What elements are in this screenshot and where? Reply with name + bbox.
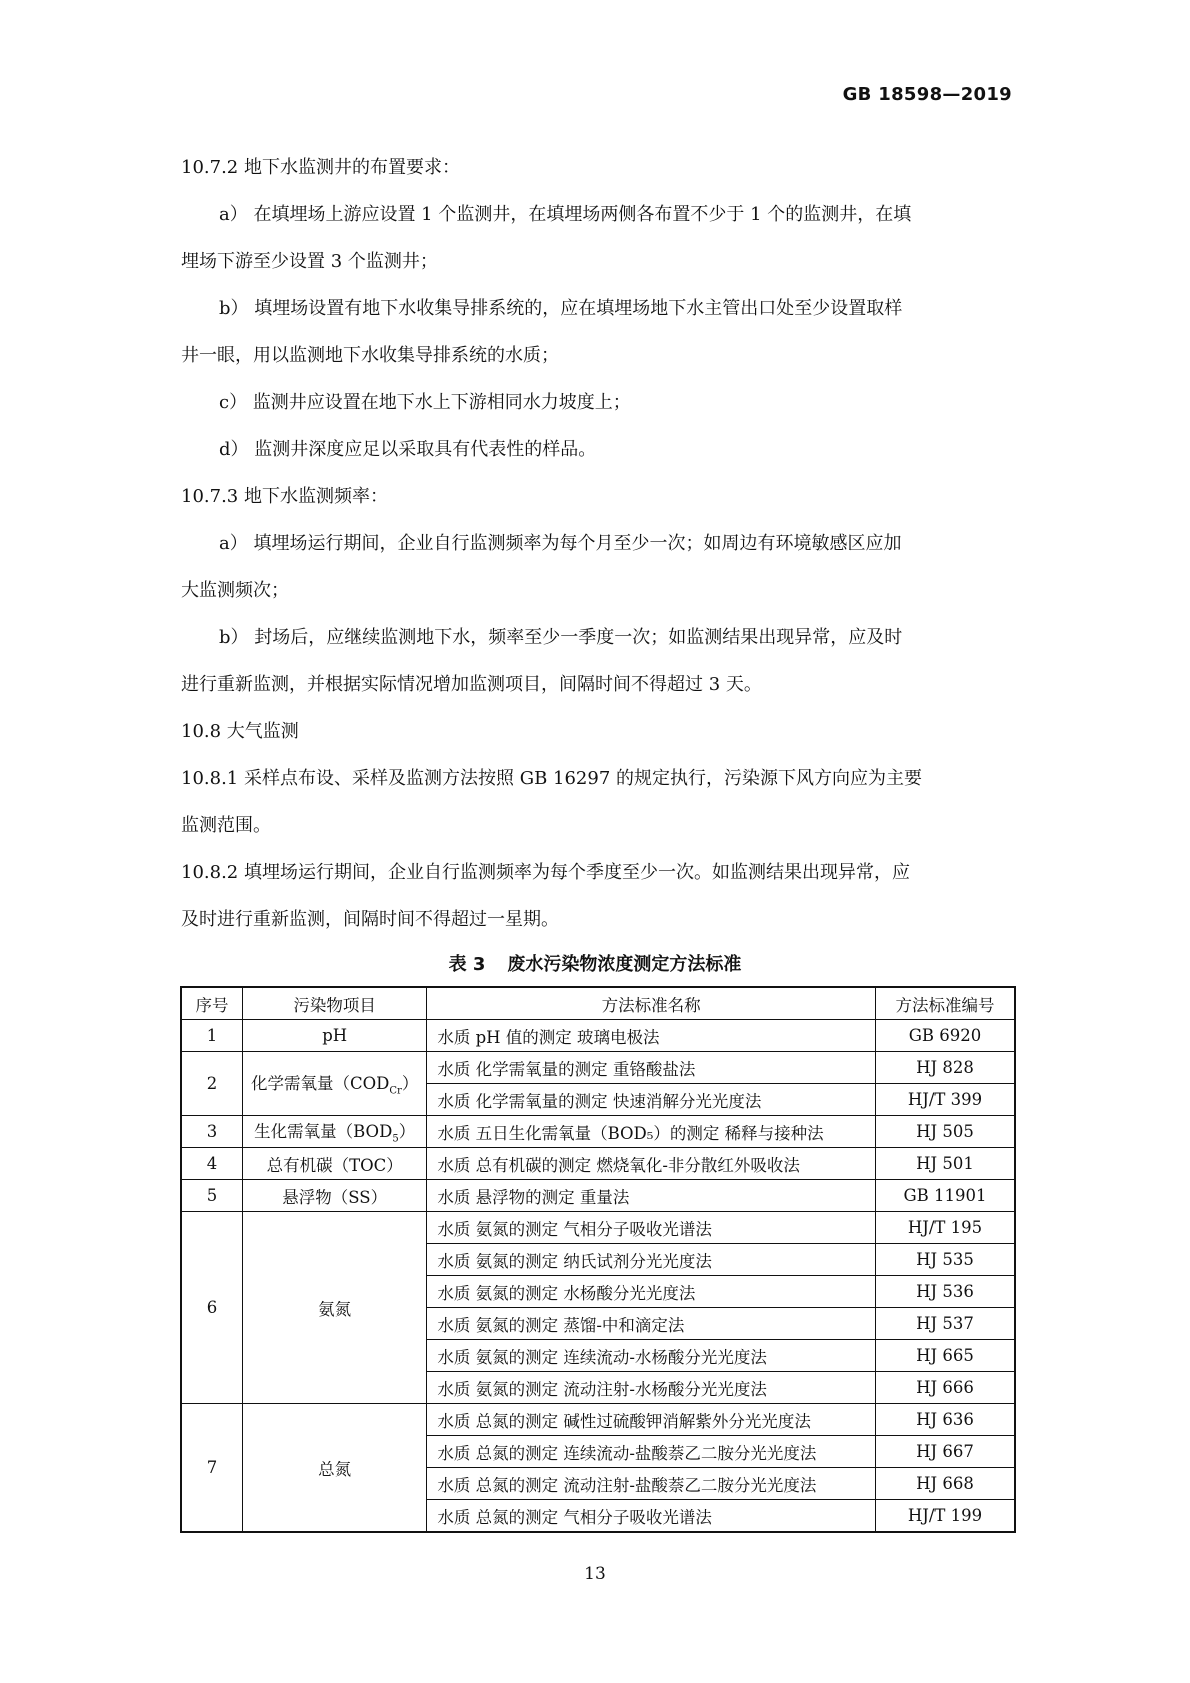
- table-caption: [0, 950, 1190, 976]
- pollutant-name: 生化需氧量（BOD: [254, 1122, 393, 1142]
- page-number: 13: [584, 1564, 606, 1584]
- table-row: [181, 1212, 1015, 1244]
- paragraph-line: 10.8.1 采样点布设、采样及监测方法按照 GB 16297 的规定执行，污染源下风方向应为主要: [181, 768, 923, 789]
- cell-method-name: 水质 总有机碳的测定 燃烧氧化-非分散红外吸收法: [427, 1148, 876, 1180]
- cell-method-code: HJ/T 399: [876, 1084, 1016, 1116]
- pollutant-name: 悬浮物（SS）: [282, 1187, 388, 1207]
- cell-method-code: HJ 828: [876, 1052, 1016, 1084]
- cell-method-code: HJ/T 199: [876, 1500, 1016, 1533]
- cell-method-code: HJ 668: [876, 1468, 1016, 1500]
- col-header-index: 序号: [181, 987, 243, 1020]
- cell-method-code: HJ 505: [876, 1116, 1016, 1148]
- cell-index: 7: [181, 1404, 243, 1533]
- table-row: [181, 1116, 1015, 1148]
- method-standards-table: [180, 986, 1016, 1533]
- document-body: [181, 150, 1016, 949]
- cell-method-name: 水质 悬浮物的测定 重量法: [427, 1180, 876, 1212]
- pollutant-name: pH: [322, 1026, 348, 1045]
- cell-method-name: 水质 氨氮的测定 流动注射-水杨酸分光光度法: [427, 1372, 876, 1404]
- table-row: [181, 1020, 1015, 1052]
- paragraph-line: d） 监测井深度应足以采取具有代表性的样品。: [219, 439, 597, 460]
- cell-method-name: 水质 氨氮的测定 水杨酸分光光度法: [427, 1276, 876, 1308]
- paragraph-line: 监测范围。: [181, 815, 271, 836]
- cell-index: 5: [181, 1180, 243, 1212]
- cell-method-code: HJ 537: [876, 1308, 1016, 1340]
- cell-pollutant: [243, 1148, 427, 1180]
- cell-method-name: 水质 总氮的测定 气相分子吸收光谱法: [427, 1500, 876, 1533]
- paragraph-line: 10.7.2 地下水监测井的布置要求：: [181, 157, 460, 178]
- cell-method-name: 水质 化学需氧量的测定 快速消解分光光度法: [427, 1084, 876, 1116]
- paragraph-line: 10.8.2 填埋场运行期间，企业自行监测频率为每个季度至少一次。如监测结果出现异常，应: [181, 862, 910, 883]
- cell-index: 1: [181, 1020, 243, 1052]
- pollutant-name: 总有机碳（TOC）: [266, 1155, 403, 1175]
- cell-method-code: HJ/T 195: [876, 1212, 1016, 1244]
- cell-method-name: 水质 pH 值的测定 玻璃电极法: [427, 1020, 876, 1052]
- cell-method-name: 水质 五日生化需氧量（BOD₅）的测定 稀释与接种法: [427, 1116, 876, 1148]
- col-header-pollutant: 污染物项目: [243, 987, 427, 1020]
- col-header-method-code: 方法标准编号: [876, 987, 1016, 1020]
- paragraph-line: b） 封场后，应继续监测地下水，频率至少一季度一次；如监测结果出现异常，应及时: [219, 627, 903, 648]
- cell-method-code: GB 6920: [876, 1020, 1016, 1052]
- cell-method-name: 水质 总氮的测定 连续流动-盐酸萘乙二胺分光光度法: [427, 1436, 876, 1468]
- table-row: [181, 1052, 1015, 1084]
- cell-method-name: 水质 氨氮的测定 气相分子吸收光谱法: [427, 1212, 876, 1244]
- paragraph-line: c） 监测井应设置在地下水上下游相同水力坡度上；: [219, 392, 631, 413]
- cell-method-name: 水质 氨氮的测定 蒸馏-中和滴定法: [427, 1308, 876, 1340]
- table-header-row: [181, 987, 1015, 1020]
- cell-method-code: HJ 666: [876, 1372, 1016, 1404]
- cell-method-name: 水质 总氮的测定 碱性过硫酸钾消解紫外分光光度法: [427, 1404, 876, 1436]
- paragraph-line: a） 填埋场运行期间，企业自行监测频率为每个月至少一次；如周边有环境敏感区应加: [219, 533, 902, 554]
- table-row: [181, 1404, 1015, 1436]
- cell-pollutant: [243, 1404, 427, 1533]
- pollutant-suffix: ）: [398, 1122, 416, 1142]
- cell-method-code: GB 11901: [876, 1180, 1016, 1212]
- paragraph-line: 10.7.3 地下水监测频率：: [181, 486, 388, 507]
- pollutant-suffix: ）: [401, 1074, 419, 1094]
- cell-index: 4: [181, 1148, 243, 1180]
- col-header-method-name: 方法标准名称: [427, 987, 876, 1020]
- table-row: [181, 1180, 1015, 1212]
- cell-pollutant: [243, 1212, 427, 1404]
- paragraph-line: 进行重新监测，并根据实际情况增加监测项目，间隔时间不得超过 3 天。: [181, 674, 762, 695]
- paragraph-line: 大监测频次；: [181, 580, 289, 601]
- paragraph-line: 及时进行重新监测，间隔时间不得超过一星期。: [181, 909, 559, 930]
- table-caption-title: 废水污染物浓度测定方法标准: [507, 954, 742, 975]
- pollutant-name: 总氮: [318, 1459, 352, 1479]
- cell-method-code: HJ 667: [876, 1436, 1016, 1468]
- cell-method-code: HJ 501: [876, 1148, 1016, 1180]
- pollutant-name: 氨氮: [318, 1299, 352, 1319]
- cell-method-code: HJ 636: [876, 1404, 1016, 1436]
- paragraph-line: 井一眼，用以监测地下水收集导排系统的水质；: [181, 345, 559, 366]
- cell-method-code: HJ 665: [876, 1340, 1016, 1372]
- cell-pollutant: [243, 1020, 427, 1052]
- cell-index: 3: [181, 1116, 243, 1148]
- paragraph-line: b） 填埋场设置有地下水收集导排系统的，应在填埋场地下水主管出口处至少设置取样: [219, 298, 903, 319]
- paragraph-line: a） 在填埋场上游应设置 1 个监测井，在填埋场两侧各布置不少于 1 个的监测井，在填: [219, 204, 912, 225]
- table-row: [181, 1148, 1015, 1180]
- cell-method-code: HJ 535: [876, 1244, 1016, 1276]
- cell-method-code: HJ 536: [876, 1276, 1016, 1308]
- cell-method-name: 水质 氨氮的测定 连续流动-水杨酸分光光度法: [427, 1340, 876, 1372]
- cell-method-name: 水质 氨氮的测定 纳氏试剂分光光度法: [427, 1244, 876, 1276]
- pollutant-name: 化学需氧量（COD: [251, 1074, 390, 1094]
- cell-method-name: 水质 总氮的测定 流动注射-盐酸萘乙二胺分光光度法: [427, 1468, 876, 1500]
- cell-pollutant: [243, 1180, 427, 1212]
- standard-code-header: GB 18598—2019: [842, 84, 1012, 105]
- cell-pollutant: [243, 1052, 427, 1116]
- pollutant-subscript: Cr: [389, 1085, 402, 1097]
- cell-method-name: 水质 化学需氧量的测定 重铬酸盐法: [427, 1052, 876, 1084]
- table-caption-number: 表 3: [448, 954, 486, 975]
- cell-index: 6: [181, 1212, 243, 1404]
- paragraph-line: 埋场下游至少设置 3 个监测井；: [181, 251, 438, 272]
- paragraph-line: 10.8 大气监测: [181, 721, 299, 742]
- cell-pollutant: [243, 1116, 427, 1148]
- cell-index: 2: [181, 1052, 243, 1116]
- pollutant-subscript: 5: [392, 1133, 399, 1145]
